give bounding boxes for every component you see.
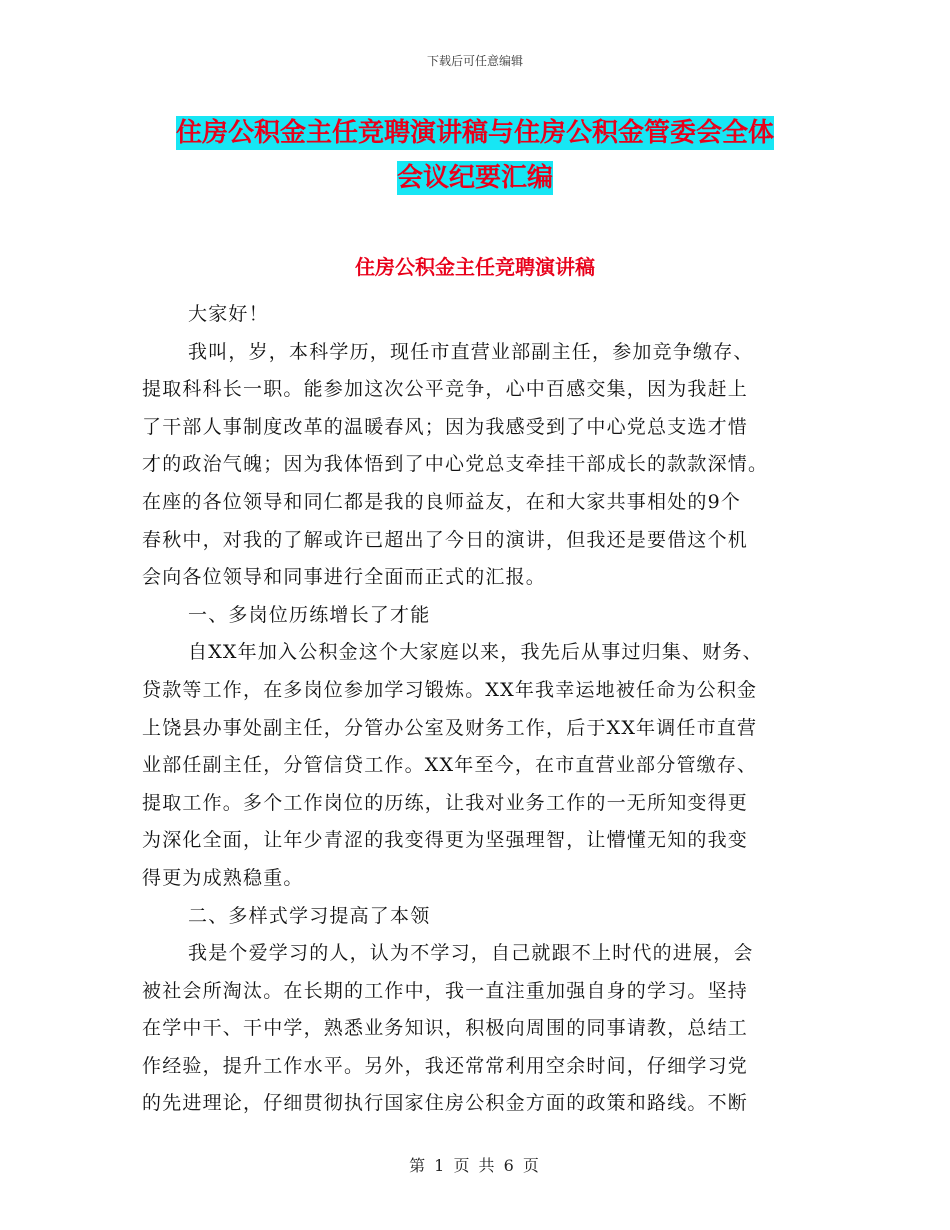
section-title: 住房公积金主任竞聘演讲稿: [355, 255, 595, 279]
document-title-highlight-1: 住房公积金主任竞聘演讲稿与住房公积金管委会全体: [175, 118, 774, 148]
body-line: 上饶县办事处副主任，分管办公室及财务工作，后于XX年调任市直营: [142, 716, 758, 739]
body-line: 作经验，提升工作水平。另外，我还常常利用空余时间，仔细学习党: [142, 1054, 749, 1077]
body-line: 在学中干、干中学，熟悉业务知识，积极向周围的同事请教，总结工: [142, 1017, 749, 1040]
body-line: 大家好！: [188, 303, 269, 325]
page-header: 下载后可任意编辑: [426, 54, 523, 68]
document-title-highlight-2: 会议纪要汇编: [396, 163, 553, 193]
document-body: [142, 296, 808, 1123]
document-title-line-1: [0, 112, 950, 149]
body-line: 贷款等工作，在多岗位参加学习锻炼。XX年我幸运地被任命为公积金: [142, 678, 758, 701]
body-line: 提取科科长一职。能参加这次公平竞争，心中百感交集，因为我赶上: [142, 378, 749, 401]
section-heading: 二、多样式学习提高了本领: [188, 904, 431, 927]
body-line: 提取工作。多个工作岗位的历练，让我对业务工作的一无所知变得更: [142, 791, 749, 814]
body-line: 业部任副主任，分管信贷工作。XX年至今，在市直营业部分管缴存、: [142, 754, 758, 777]
document-title-line-2: [0, 157, 950, 194]
body-line: 在座的各位领导和同仁都是我的良师益友，在和大家共事相处的9个: [142, 490, 742, 513]
body-line: 被社会所淘汰。在长期的工作中，我一直注重加强自身的学习。坚持: [142, 979, 749, 1002]
body-line: 会向各位领导和同事进行全面而正式的汇报。: [142, 566, 547, 589]
body-line: 我叫，岁，本科学历，现任市直营业部副主任，参加竞争缴存、: [188, 340, 754, 363]
body-line: 为深化全面，让年少青涩的我变得更为坚强理智，让懵懂无知的我变: [142, 829, 749, 852]
body-line: 春秋中，对我的了解或许已超出了今日的演讲，但我还是要借这个机: [142, 528, 749, 551]
page-number-footer: 第 1 页 共 6 页: [409, 1156, 541, 1175]
section-heading: 一、多岗位历练增长了才能: [188, 603, 431, 626]
body-line: 才的政治气魄；因为我体悟到了中心党总支牵挂干部成长的款款深情。: [142, 453, 769, 476]
body-line: 的先进理论，仔细贯彻执行国家住房公积金方面的政策和路线。不断: [142, 1092, 749, 1115]
body-line: 得更为成熟稳重。: [142, 866, 304, 889]
body-line: 自XX年加入公积金这个大家庭以来，我先后从事过归集、财务、: [188, 641, 763, 664]
body-line: 了干部人事制度改革的温暖春风；因为我感受到了中心党总支选才惜: [142, 415, 749, 438]
body-line: 我是个爱学习的人，认为不学习，自己就跟不上时代的进展，会: [188, 942, 754, 965]
